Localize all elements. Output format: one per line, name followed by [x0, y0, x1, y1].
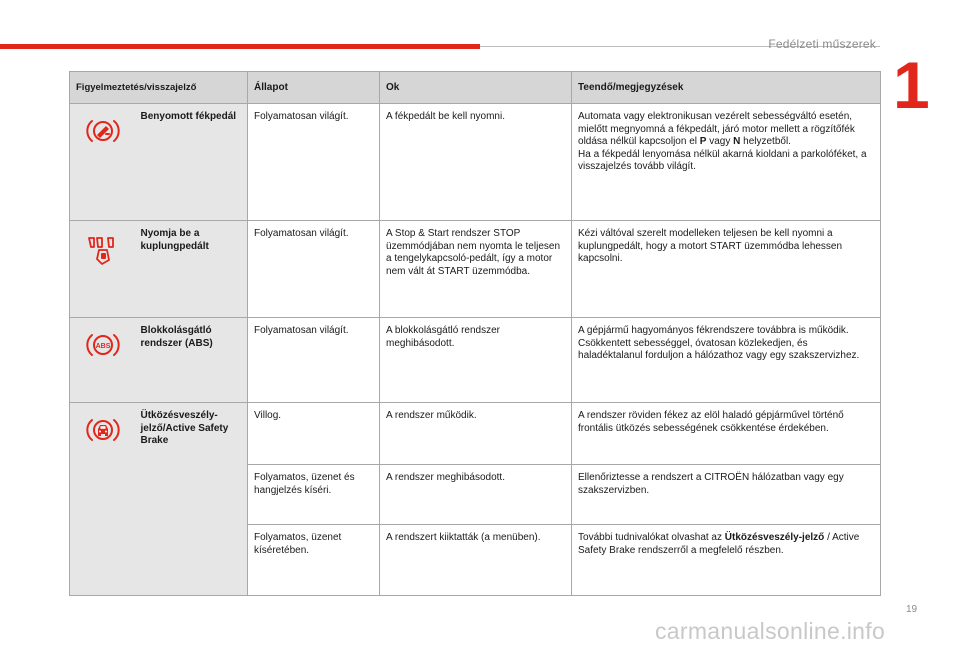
chapter-number: 1 — [893, 48, 930, 122]
action-text-bold: Ütközésveszély-jelző — [724, 532, 825, 543]
warning-name: Ütközésveszély-jelző/Active Safety Brake — [137, 403, 248, 596]
action-cell — [572, 318, 881, 403]
action-text-pre: További tudnivalókat olvashat az — [578, 532, 722, 543]
warning-name: Benyomott fékpedál — [137, 104, 248, 221]
column-header-state: Állapot — [248, 72, 380, 104]
table-row — [70, 403, 881, 465]
brake-pedal-warning-icon — [85, 116, 121, 151]
warning-lights-table — [69, 71, 881, 596]
action-text-post: / Active Safety Brake rendszerről a megfelelő részben. — [578, 532, 860, 556]
state-cell: Folyamatos, üzenet és hangjelzés kíséri. — [248, 465, 380, 525]
section-title: Fedélzeti műszerek — [768, 37, 876, 51]
column-header-cause: Ok — [380, 72, 572, 104]
warning-name: Blokkolásgátló rendszer (ABS) — [137, 318, 248, 403]
watermark: carmanualsonline.info — [655, 618, 886, 644]
action-cell — [572, 104, 881, 221]
header-red-bar — [0, 44, 480, 49]
page-number: 19 — [906, 604, 918, 615]
icon-cell — [70, 318, 137, 403]
action-cell: Ellenőriztesse a rendszert a CITROËN hálózatban vagy egy szakszervizben. — [572, 465, 881, 525]
cause-cell: A rendszer meghibásodott. — [380, 465, 572, 525]
state-cell: Folyamatosan világít. — [248, 318, 380, 403]
column-header-warning: Figyelmeztetés/visszajelző — [70, 72, 248, 104]
warning-name: Nyomja be a kuplungpedált — [137, 221, 248, 318]
svg-text:ABS: ABS — [95, 343, 111, 350]
icon-cell — [70, 104, 137, 221]
action-text-line: Automata vagy elektronikusan vezérelt sebességváltó esetén, mielőtt megnyomná a fékpedált, járó motor mellett a rögzítőfék oldása nélkül kapcsoljon el P vagy N helyzetből. Ha a fékpedál lenyomása nélkül akarná kioldani a parkolóféket, a visszajelzés tovább világít. — [578, 111, 867, 172]
action-cell — [572, 525, 881, 596]
table-row — [70, 104, 881, 221]
cause-cell: A rendszert kiiktatták (a menüben). — [380, 525, 572, 596]
action-cell: Kézi váltóval szerelt modelleken teljesen be kell nyomni a kuplungpedált, hogy a motort START üzemmódba lehessen kapcsolni. — [572, 221, 881, 318]
column-header-action: Teendő/megjegyzések — [572, 72, 881, 104]
table-row — [70, 221, 881, 318]
state-cell: Villog. — [248, 403, 380, 465]
table-header-row — [70, 72, 881, 104]
cause-cell: A fékpedált be kell nyomni. — [380, 104, 572, 221]
icon-cell — [70, 221, 137, 318]
cause-cell: A blokkolásgátló rendszer meghibásodott. — [380, 318, 572, 403]
state-cell: Folyamatos, üzenet kíséretében. — [248, 525, 380, 596]
state-cell: Folyamatosan világít. — [248, 221, 380, 318]
action-text: A gépjármű hagyományos fékrendszere továbbra is működik. Csökkentett sebességgel, óvatosan közlekedjen, és haladéktalanul forduljon a hálózathoz vagy egy szakszervizhez. — [578, 325, 860, 361]
table-row — [70, 318, 881, 403]
cause-cell: A Stop & Start rendszer STOP üzemmódjában nem nyomta le teljesen a tengelykapcsoló-pedált, így a motor nem vált át START üzemmódba. — [380, 221, 572, 318]
state-cell: Folyamatosan világít. — [248, 104, 380, 221]
cause-cell: A rendszer működik. — [380, 403, 572, 465]
action-cell: A rendszer röviden fékez az elöl haladó gépjárművel történő frontális ütközés sebességének csökkentése érdekében. — [572, 403, 881, 465]
collision-warning-icon — [85, 415, 121, 450]
icon-cell — [70, 403, 137, 596]
abs-icon — [85, 330, 121, 365]
clutch-pedal-icon — [85, 233, 121, 272]
